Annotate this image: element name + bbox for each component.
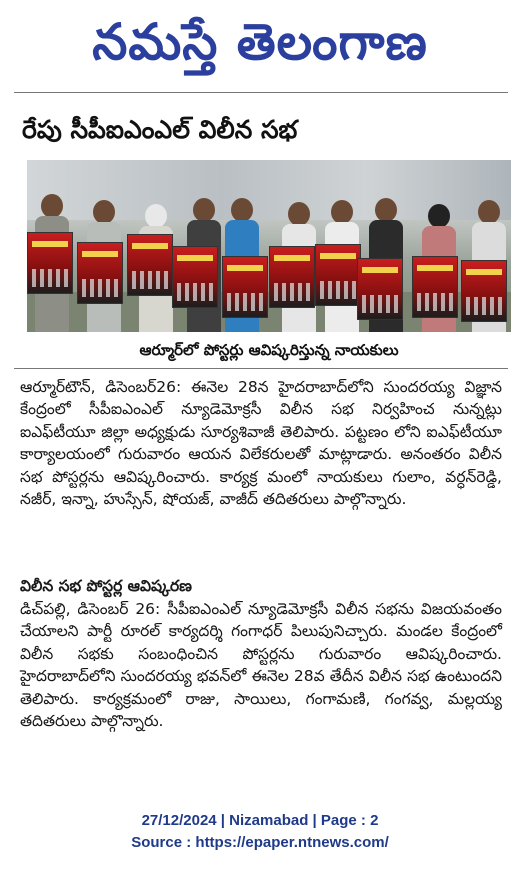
- newspaper-masthead: [0, 4, 520, 80]
- article-subheading: విలీన సభ పోస్టర్ల ఆవిష్కరణ: [20, 577, 192, 595]
- photo-poster: [222, 256, 268, 318]
- edition-line: 27/12/2024 | Nizamabad | Page : 2: [141, 812, 379, 829]
- article-paragraph-1: ఆర్మూర్‌టౌన్, డిసెంబర్26: ఈనెల 28న హైదరాబాద్‌లోని సుందరయ్య విజ్ఞాన కేంద్రంలో సీపీఐఎంఎల్ న్యూడెమోక్రసీ విలీన సభ నిర్వహించ నున్నట్లు ఐఎఫ్‌టీయూ జిల్లా అధ్యక్షుడు సూర్యశివాజీ తెలిపారు. పట్టణం లోని ఐఎఫ్‌టీయూ కార్యాలయంలో గురువారం ఆయన విలేకరులతో మాట్లాడారు. అనంతరం విలీన సభ పోస్టర్లను ఆవిష్కరించారు. కార్యక్ర మంలో నాయకులు గులాం, వర్ధన్‌రెడ్డి, నజీర్, ఇన్నా, హుస్సేన్, షోయజ్, వాజీద్ తదితరులు పాల్గొన్నారు.: [20, 378, 502, 509]
- photo-poster: [27, 232, 73, 294]
- photo-poster: [315, 244, 361, 306]
- photo-poster: [77, 242, 123, 304]
- photo-poster: [412, 256, 458, 318]
- article-paragraph-2: డిచ్‌పల్లి, డిసెంబర్ 26: సీపీఐఎంఎల్ న్యూడెమోక్రసీ విలీన సభను విజయవంతం చేయాలని పార్టీ రూరల్ కార్యదర్శి గంగాధర్ పిలుపునిచ్చారు. మండల కేంద్రంలో విలీన సభకు సంబంధించిన పోస్టర్లను గురువారం ఆవిష్కరించారు. హైదరాబాద్‌లోని సుందరయ్య భవన్‌లో ఈనెల 28వ తేదీన విలీన సభ ఉంటుందని తెలిపారు. కార్యక్రమంలో రాజు, సాయిలు, గంగామణి, గంగవ్వ, మల్లయ్య తదితరులు పాల్గొన్నారు.: [20, 600, 502, 731]
- source-line: Source : https://epaper.ntnews.com/: [131, 834, 389, 851]
- masthead-divider: [14, 92, 508, 93]
- article-headline: రేపు సీపీఐఎంఎల్ విలీన సభ: [22, 115, 298, 144]
- news-photo: [27, 160, 511, 332]
- photo-poster: [172, 246, 218, 308]
- photo-poster: [127, 234, 173, 296]
- photo-poster: [269, 246, 315, 308]
- masthead-title: నమస్తే తెలంగాణ: [92, 12, 428, 71]
- photo-caption: ఆర్మూర్‌లో పోస్టర్లు ఆవిష్కరిస్తున్న నాయకులు: [139, 341, 399, 359]
- caption-divider: [14, 368, 508, 369]
- photo-poster: [357, 258, 403, 320]
- photo-poster: [461, 260, 507, 322]
